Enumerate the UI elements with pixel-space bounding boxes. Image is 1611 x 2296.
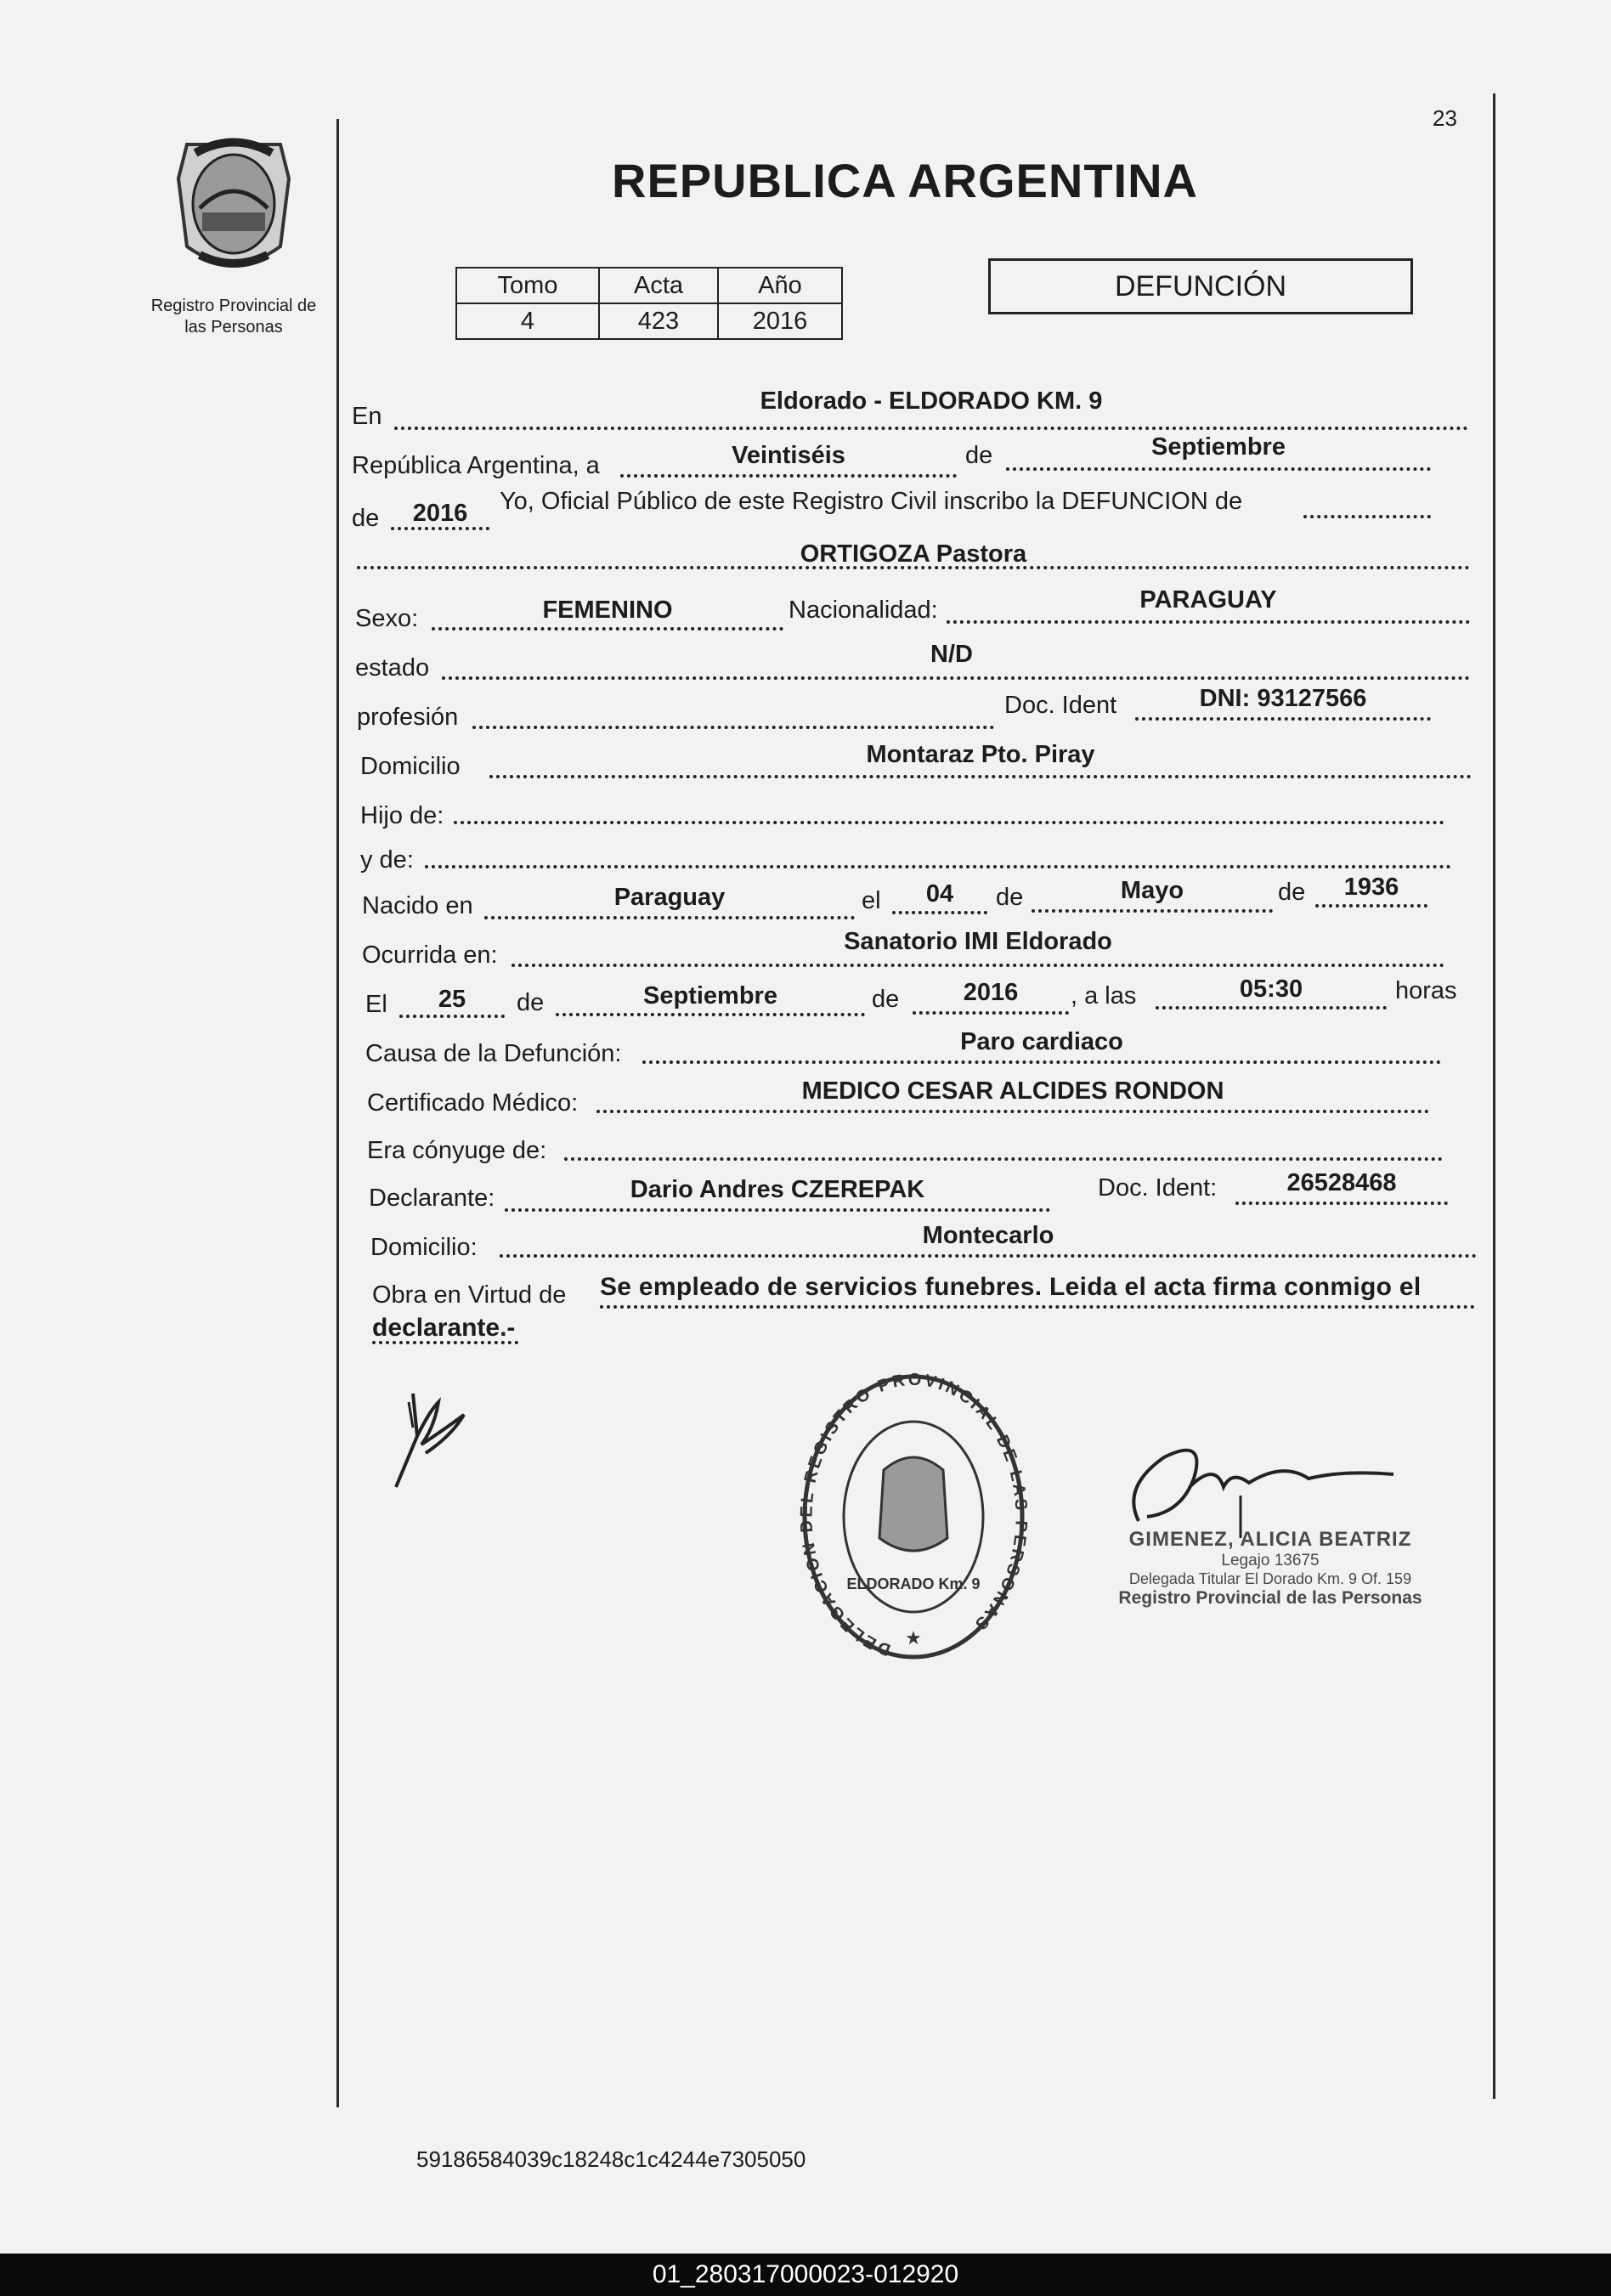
footer-id-bar: [0, 2254, 1611, 2296]
value-obra-line2: declarante.-: [372, 1314, 516, 1342]
label-declarante: Declarante:: [369, 1185, 495, 1212]
line-ocurrida-en: [512, 964, 1444, 967]
value-tomo: 4: [456, 303, 599, 339]
value-sexo: FEMENINO: [542, 597, 673, 624]
registry-line-1: Registro Provincial de: [150, 297, 317, 315]
record-index-header-row: [456, 268, 842, 303]
line-declarante-domicilio: [500, 1254, 1477, 1258]
label-de-2: de: [352, 505, 380, 532]
value-nac-anio: 1936: [1343, 874, 1399, 901]
line-nac-dia: [892, 911, 987, 914]
record-type-box: [988, 258, 1413, 314]
label-y-de: y de:: [360, 846, 414, 874]
line-def-hora: [1156, 1006, 1387, 1009]
line-certificado: [596, 1110, 1429, 1113]
label-republica: República Argentina, a: [352, 452, 600, 479]
label-conyuge: Era cónyuge de:: [367, 1137, 547, 1164]
line-declarante: [505, 1208, 1050, 1212]
label-doc-ident: Doc. Ident: [1004, 692, 1117, 719]
label-obra: Obra en Virtud de: [372, 1281, 567, 1309]
value-def-hora: 05:30: [1239, 976, 1303, 1003]
record-type: DEFUNCIÓN: [1114, 270, 1287, 303]
line-declarante-doc: [1235, 1202, 1448, 1205]
official-legajo: Legajo 13675: [1221, 1552, 1320, 1569]
page-number: 23: [1433, 105, 1457, 131]
value-acta: 423: [599, 303, 718, 339]
value-obra-line1: Se empleado de servicios funebres. Leida el acta firma conmigo el: [600, 1273, 1422, 1301]
line-obra-1: [600, 1305, 1475, 1309]
value-anio: 2016: [718, 303, 842, 339]
value-nac-dia: 04: [925, 880, 954, 908]
line-causa: [642, 1060, 1441, 1064]
value-nacionalidad: PARAGUAY: [1139, 586, 1277, 614]
value-dia-letras: Veintiséis: [732, 442, 845, 469]
value-estado: N/D: [930, 641, 973, 668]
label-a-las: , a las: [1071, 982, 1137, 1009]
label-de-1: de: [965, 442, 993, 469]
label-certificado: Certificado Médico:: [367, 1089, 579, 1117]
line-dia-letras: [620, 474, 957, 478]
label-horas: horas: [1395, 977, 1457, 1004]
label-domicilio: Domicilio: [360, 753, 461, 780]
value-declarante: Dario Andres CZEREPAK: [630, 1176, 925, 1203]
label-yo-oficial: Yo, Oficial Público de este Registro Civil inscribo la DEFUNCION de: [500, 488, 1243, 515]
label-doc-ident-2: Doc. Ident:: [1098, 1174, 1218, 1202]
line-hijo-de: [454, 821, 1444, 824]
header-acta: Acta: [599, 268, 718, 303]
official-seal: [790, 1360, 1037, 1674]
value-nac-mes: Mayo: [1120, 877, 1184, 904]
label-ocurrida-en: Ocurrida en:: [362, 942, 498, 969]
label-estado: estado: [355, 654, 430, 681]
line-nac-anio: [1315, 904, 1427, 908]
line-def-anio: [913, 1011, 1069, 1015]
label-de-5: de: [517, 989, 545, 1016]
line-def-mes: [556, 1013, 865, 1016]
label-de-4: de: [1278, 879, 1306, 906]
line-nombre-start: [1303, 515, 1431, 518]
header-anio: Año: [718, 268, 842, 303]
label-de-3: de: [996, 884, 1024, 911]
official-registro: Registro Provincial de las Personas: [1118, 1588, 1422, 1608]
label-el: el: [862, 887, 881, 914]
official-signature: [1113, 1436, 1436, 1538]
label-nacido-en: Nacido en: [362, 892, 473, 919]
label-el-cap: El: [365, 991, 387, 1018]
line-dni: [1135, 717, 1431, 721]
value-declarante-doc: 26528468: [1286, 1169, 1397, 1196]
label-en: En: [352, 403, 382, 430]
declarant-signature: [379, 1377, 481, 1496]
right-margin-rule: [1493, 93, 1495, 2099]
value-def-dia: 25: [438, 986, 466, 1013]
line-nacido-en: [484, 916, 855, 919]
svg-text:★: ★: [905, 1627, 922, 1648]
value-def-mes: Septiembre: [643, 982, 777, 1009]
page-title: REPUBLICA ARGENTINA: [612, 154, 1198, 207]
label-domicilio-2: Domicilio:: [370, 1234, 478, 1261]
label-nacionalidad: Nacionalidad:: [789, 597, 938, 624]
official-name: GIMENEZ, ALICIA BEATRIZ: [1128, 1528, 1412, 1551]
registry-line-2: las Personas: [184, 318, 283, 336]
record-index-table: [455, 267, 843, 340]
line-conyuge: [564, 1157, 1443, 1161]
line-nacionalidad: [947, 620, 1470, 624]
label-sexo: Sexo:: [355, 605, 419, 632]
registry-name: [136, 296, 331, 338]
line-mes: [1006, 467, 1431, 471]
official-stamp: [1096, 1528, 1444, 1609]
value-domicilio: Montaraz Pto. Piray: [866, 741, 1095, 768]
label-profesion: profesión: [357, 704, 459, 731]
value-declarante-domicilio: Montecarlo: [922, 1222, 1054, 1249]
line-y-de: [425, 865, 1451, 868]
label-causa: Causa de la Defunción:: [365, 1040, 622, 1067]
line-sexo: [432, 627, 783, 631]
value-causa: Paro cardiaco: [960, 1028, 1123, 1055]
value-anio: 2016: [412, 500, 468, 527]
value-dni: DNI: 93127566: [1199, 685, 1367, 712]
value-def-anio: 2016: [963, 979, 1019, 1006]
line-lugar: [394, 427, 1468, 430]
value-mes: Septiembre: [1151, 433, 1286, 461]
document-hash: 59186584039c18248c1c4244e7305050: [416, 2146, 806, 2172]
label-de-6: de: [872, 986, 900, 1013]
label-hijo-de: Hijo de:: [360, 802, 444, 829]
seal-inner-text: ELDORADO Km. 9: [846, 1575, 981, 1592]
footer-id: 01_280317000023-012920: [652, 2260, 959, 2288]
province-emblem: [170, 127, 297, 280]
line-def-dia: [399, 1015, 505, 1018]
line-nac-mes: [1032, 909, 1273, 913]
value-nombre: ORTIGOZA Pastora: [800, 540, 1027, 568]
seal-outer-text: DELEGACION DEL REGISTRO PROVINCIAL DE LAS PERSONAS: [797, 1370, 1031, 1660]
left-margin-rule: [336, 119, 339, 2107]
value-nacido-en: Paraguay: [613, 884, 726, 911]
value-ocurrida-en: Sanatorio IMI Eldorado: [844, 928, 1112, 955]
value-lugar: Eldorado - ELDORADO KM. 9: [760, 387, 1103, 415]
line-domicilio: [489, 775, 1472, 778]
record-index-value-row: [456, 303, 842, 339]
value-certificado: MEDICO CESAR ALCIDES RONDON: [801, 1077, 1224, 1105]
header-tomo: Tomo: [456, 268, 599, 303]
line-estado: [442, 676, 1470, 680]
line-profesion: [472, 726, 994, 729]
official-cargo: Delegada Titular El Dorado Km. 9 Of. 159: [1128, 1570, 1412, 1587]
